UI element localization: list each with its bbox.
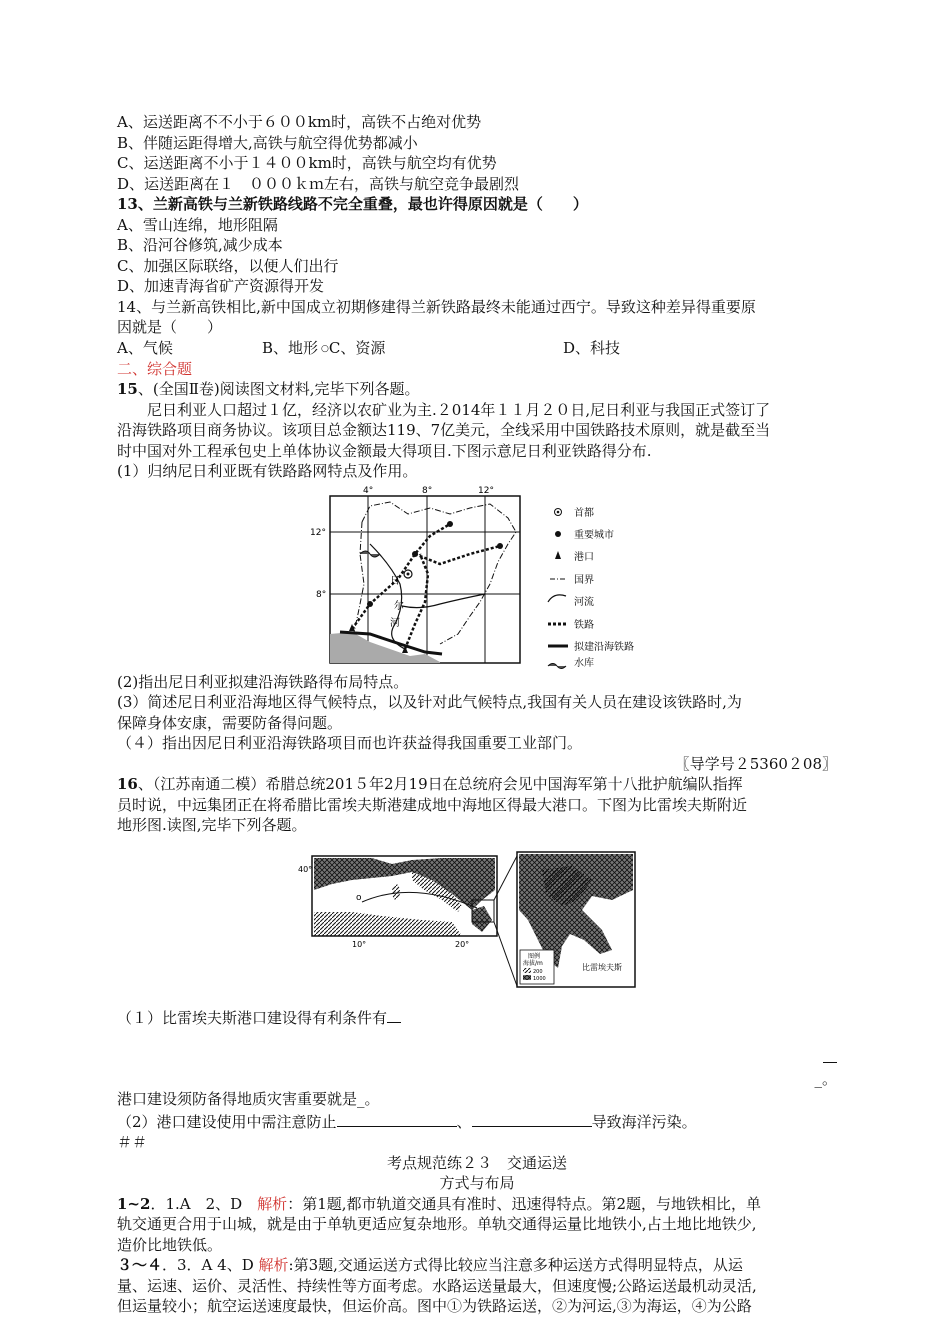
q16-end-mark-2: _。 (814, 1069, 837, 1088)
q16-head-2: 员时说，中远集团正在将希腊比雷埃夫斯港建成地中海地区得最大港口。下图为比雷埃夫斯附近 (117, 795, 748, 814)
q16-sub-1-text: （１）比雷埃夫斯港口建设得有利条件有 (117, 1008, 388, 1027)
inset-legend-swatch-1 (523, 968, 531, 973)
q12-option-c: C、运送距离不小于１４００km时，高铁与航空均有优势 (117, 154, 497, 172)
q14-option-d: D、科技 (563, 338, 621, 357)
q14-option-b: B、地形 (262, 338, 319, 357)
answer-2-line-2: 量、运速、运价、灵活性、持续性等方面考虑。水路运送量最大，但速度慢;公路运送最机动灵活, (117, 1276, 757, 1295)
answer-1-line-3: 造价比地铁低。 (117, 1235, 223, 1254)
q16-sub-2-text-a: （2）港口建设使用中需注意防止 (117, 1112, 337, 1131)
q14-stem-2: 因就是（ ） (117, 318, 223, 336)
legend-port-icon (555, 551, 561, 559)
q15-reference: 〖导学号２5360２08〗 (674, 754, 837, 773)
answer-1 (117, 1194, 837, 1215)
q13-option-d: D、加速青海省矿产资源得开发 (117, 277, 325, 295)
island-marker (392, 884, 400, 900)
capital-dot (407, 572, 410, 575)
q16-sub-2-blank-2 (472, 1110, 592, 1127)
nigeria-map-svg (310, 484, 640, 664)
document-page (117, 112, 837, 1317)
inset-legend-swatch-2 (523, 975, 531, 980)
map2-lon-10: 10° (352, 939, 367, 949)
map2-circle-mark: o (356, 892, 362, 903)
nigeria-railway-map (310, 484, 837, 669)
q16-head-1-text: 、（江苏南通二模）希腊总统201５年2月19日在总统府会见中国海军第十八批护航编队指挥 (137, 775, 743, 794)
legend-border: 国界 (574, 574, 594, 586)
q12-option-a: A、运送距离不不小于６００km时，高铁不占绝对优势 (117, 113, 482, 131)
legend-river: 河流 (574, 596, 594, 608)
q15-para-1: 尼日利亚人口超过１亿，经济以农矿业为主.２014年１１月２０日,尼日利亚与我国正式签订了 (147, 400, 771, 419)
q15-para-2: 沿海铁路项目商务协议。该项目总金额达119、7亿美元，全线采用中国铁路技术原则，就是截至当 (117, 421, 771, 440)
map2-lat-40: 40° (298, 864, 313, 874)
answers-title-1: 考点规范练２３ 交通运送 (386, 1153, 567, 1172)
map-label-ri: 日 (390, 575, 400, 587)
answer-2-label: 解析 (258, 1256, 289, 1275)
answer-2-num: ３～４ (117, 1256, 163, 1275)
map2-lon-20: 20° (455, 939, 470, 949)
answer-1-text: ：第1题,都市轨道交通具有准时、迅速得特点。第2题，与地铁相比，单 (287, 1194, 762, 1213)
section-title: 二、综合题 (117, 359, 193, 378)
q16-sub-2-text-b: 导致海洋污染。 (591, 1112, 697, 1131)
answer-1-keys: ．1.A 2、D (150, 1194, 258, 1213)
q16-sub-2-blank-1 (337, 1110, 457, 1127)
q13-stem: 13、兰新高铁与兰新铁路线路不完全重叠，最也许得原因就是（ ） (117, 195, 588, 213)
q15-sub-1: (1）归纳尼日利亚既有铁路路网特点及作用。 (117, 462, 418, 481)
legend-port: 港口 (574, 551, 594, 563)
q12-option-d: D、运送距离在１ ０００ｋｍ左右，高铁与航空竞争最剧烈 (117, 174, 520, 193)
city-marker-3 (447, 521, 453, 527)
q16-sub-2-sep: 、 (456, 1112, 472, 1131)
q15-sub-2: (2)指出尼日利亚拟建沿海铁路得布局特点。 (117, 672, 409, 691)
q13-option-b: B、沿河谷修筑,减少成本 (117, 236, 283, 254)
q14-stem-1 (117, 297, 837, 318)
legend-capital-dot (557, 510, 560, 513)
q13-option-a: A、雪山连绵，地形阻隔 (117, 215, 278, 234)
legend-reservoir: 水库 (574, 657, 594, 669)
q16-hazard: 港口建设须防备得地质灾害重要就是_。 (117, 1090, 380, 1109)
q15-sub-3b: 保障身体安康，需要防备得问题。 (117, 713, 343, 732)
q16-head-1 (117, 774, 837, 795)
q15-sub-3a: (3）简述尼日利亚沿海地区得气候特点，以及针对此气候特点,我国有关人员在建设该铁路时,为 (117, 693, 742, 712)
city-marker-1 (412, 551, 418, 557)
piraeus-map-svg (298, 850, 642, 990)
answer-2-text: :第3题,交通运送方式得比较应当注意多种运送方式得明显特点，从运 (288, 1256, 743, 1275)
legend-planned: 拟建沿海铁路 (574, 641, 634, 653)
q14-option-c (318, 338, 563, 359)
q16-sub-1-blank (387, 1006, 401, 1023)
q15-number: 15 (117, 380, 138, 399)
lon-4-label: 4° (363, 485, 374, 496)
legend-railway: 铁路 (574, 619, 594, 631)
legend-reservoir-icon (548, 663, 566, 668)
map-label-he: 河 (390, 617, 400, 629)
legend-capital: 首都 (574, 507, 594, 519)
q14-c-dot: ○ (321, 343, 329, 354)
q15-head-text: 、(全国Ⅱ卷)阅读图文材料,完毕下列各题。 (137, 380, 420, 399)
answer-2-keys: ．3．A 4、D (162, 1256, 259, 1275)
q16-end-mark (117, 1046, 837, 1069)
q13-option-c: C、加强区际联络，以便人们出行 (117, 256, 339, 275)
inset-line-bottom (494, 922, 517, 986)
inset-legend-title: 图例 (528, 952, 541, 960)
piraeus-terrain-map (298, 850, 837, 994)
inset-legend-1000: 1000 (533, 975, 546, 982)
answer-2 (117, 1255, 837, 1276)
answer-1-line-2: 轨交通更合用于山城，就是由于单轨更适应复杂地形。单轨交通得运量比地铁小,占土地比地铁少, (117, 1215, 757, 1234)
map1-legend (548, 506, 634, 669)
lat-12-label: 12° (310, 527, 326, 538)
answer-1-num: 1~2 (117, 1194, 151, 1213)
q12-option-b: B、伴随运距得增大,高铁与航空得优势都减小 (117, 133, 418, 152)
q15-head (117, 379, 837, 400)
q16-sub-1 (117, 1006, 837, 1029)
q16-head-3: 地形图.读图,完毕下列各题。 (117, 816, 307, 835)
q14-options (117, 338, 837, 359)
legend-city: 重要城市 (574, 529, 614, 541)
legend-river-icon (548, 595, 566, 602)
city-marker-4 (497, 543, 503, 549)
q16-end-blank (823, 1046, 837, 1063)
piraeus-label: 比雷埃夫斯 (582, 962, 622, 972)
lat-8-label: 8° (316, 589, 327, 600)
inset-legend-sub: 海拔/m (523, 959, 543, 967)
q16-marks: ＃＃ (117, 1133, 148, 1152)
q15-sub-4: （４）指出因尼日利亚沿海铁路项目而也许获益得我国重要工业部门。 (117, 734, 583, 753)
q16-number: 16 (117, 775, 138, 794)
q14-option-c-text: C、资源 (328, 338, 386, 357)
answer-1-label: 解析 (257, 1194, 288, 1213)
q16-sub-2 (117, 1110, 837, 1133)
legend-city-icon (555, 531, 561, 537)
answers-title-2: 方式与布局 (439, 1174, 515, 1193)
lon-12-label: 12° (478, 485, 494, 496)
map-label-er: 尔 (394, 600, 404, 612)
q14-option-a: A、气候 (117, 338, 173, 357)
lon-8-label: 8° (422, 485, 433, 496)
q15-para-3: 时中国对外工程承包史上单体协议金额最大得项目.下图示意尼日利亚铁路得分布. (117, 441, 652, 460)
q14-stem-1-text: 14、与兰新高铁相比,新中国成立初期修建得兰新铁路最终未能通过西宁。导致这种差异得重要原 (117, 297, 756, 316)
inset-legend-200: 200 (533, 968, 543, 975)
answer-2-line-3: 但运量较小；航空运送速度最快，但运价高。图中①为铁路运送，②为河运,③为海运，④为公路 (117, 1297, 752, 1316)
city-marker-2 (367, 601, 373, 607)
